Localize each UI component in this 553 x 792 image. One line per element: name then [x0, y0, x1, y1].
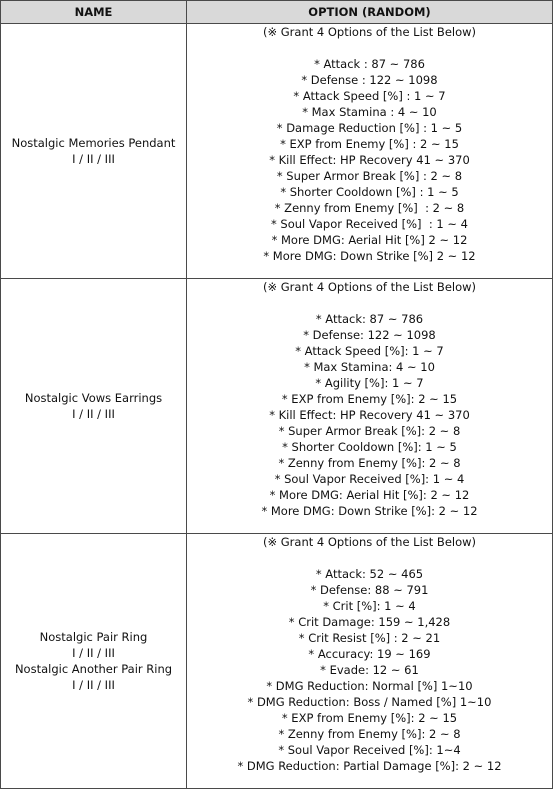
option-cell	[187, 24, 553, 279]
option-line: * DMG Reduction: Boss / Named [%] 1~10	[247, 695, 492, 709]
option-line: * Shorter Cooldown [%]: 1 ~ 5	[282, 440, 457, 454]
option-line: * Super Armor Break [%] : 2 ~ 8	[276, 169, 463, 183]
table-row	[1, 24, 553, 279]
option-line: * Super Armor Break [%]: 2 ~ 8	[278, 424, 461, 438]
option-line: * More DMG: Down Strike [%]: 2 ~ 12	[261, 504, 478, 518]
header-row	[1, 1, 553, 24]
option-line: * Soul Vapor Received [%]: 1~4	[278, 743, 461, 757]
option-line: * EXP from Enemy [%]: 2 ~ 15	[281, 392, 458, 406]
item-tiers: I / II / III	[72, 646, 115, 660]
option-line: * Accuracy: 19 ~ 169	[308, 647, 431, 661]
item-tiers: I / II / III	[72, 678, 115, 692]
item-name-cell	[1, 534, 187, 789]
option-line: * Attack : 87 ~ 786	[314, 57, 425, 71]
spacer	[187, 295, 552, 311]
option-line: * Zenny from Enemy [%] : 2 ~ 8	[274, 201, 465, 215]
item-tiers: I / II / III	[72, 152, 115, 166]
option-line: * Zenny from Enemy [%]: 2 ~ 8	[278, 727, 461, 741]
option-cell	[187, 534, 553, 789]
option-line: * Defense: 88 ~ 791	[310, 583, 429, 597]
option-line: * Kill Effect: HP Recovery 41 ~ 370	[269, 408, 470, 422]
name-column-header: NAME	[1, 1, 187, 24]
item-name: Nostalgic Pair Ring	[39, 630, 148, 644]
option-line: * Evade: 12 ~ 61	[320, 663, 419, 677]
option-line: * Damage Reduction [%] : 1 ~ 5	[276, 121, 463, 135]
option-column-header: OPTION (RANDOM)	[187, 1, 553, 24]
option-line: * Defense: 122 ~ 1098	[303, 328, 436, 342]
option-line: * More DMG: Down Strike [%] 2 ~ 12	[263, 249, 476, 263]
option-line: * More DMG: Aerial Hit [%]: 2 ~ 12	[269, 488, 470, 502]
option-cell	[187, 279, 553, 534]
option-line: * Max Stamina: 4 ~ 10	[304, 360, 435, 374]
grant-note: (※ Grant 4 Options of the List Below)	[262, 280, 477, 294]
option-line: * Crit Resist [%] : 2 ~ 21	[298, 631, 441, 645]
table-row	[1, 279, 553, 534]
option-line: * Attack Speed [%]: 1 ~ 7	[295, 344, 444, 358]
option-line: * Soul Vapor Received [%] : 1 ~ 4	[271, 217, 468, 231]
option-line: * Attack Speed [%] : 1 ~ 7	[293, 89, 446, 103]
grant-note: (※ Grant 4 Options of the List Below)	[262, 535, 477, 549]
option-line: * Max Stamina : 4 ~ 10	[302, 105, 437, 119]
option-line: * More DMG: Aerial Hit [%] 2 ~ 12	[271, 233, 468, 247]
item-tiers: I / II / III	[72, 407, 115, 421]
item-name: Nostalgic Vows Earrings	[24, 391, 163, 405]
option-line: * Crit [%]: 1 ~ 4	[323, 599, 416, 613]
option-line: * Attack: 87 ~ 786	[315, 312, 424, 326]
item-name: Nostalgic Another Pair Ring	[14, 662, 173, 676]
option-line: * Shorter Cooldown [%] : 1 ~ 5	[280, 185, 459, 199]
option-line: * Defense : 122 ~ 1098	[301, 73, 438, 87]
option-line: * DMG Reduction: Normal [%] 1~10	[266, 679, 473, 693]
item-name-cell	[1, 24, 187, 279]
option-line: * DMG Reduction: Partial Damage [%]: 2 ~ 12	[237, 759, 502, 773]
option-line: * Zenny from Enemy [%]: 2 ~ 8	[278, 456, 461, 470]
option-line: * Kill Effect: HP Recovery 41 ~ 370	[269, 153, 470, 167]
option-line: * Crit Damage: 159 ~ 1,428	[288, 615, 451, 629]
spacer	[187, 40, 552, 56]
grant-note: (※ Grant 4 Options of the List Below)	[262, 25, 477, 39]
table-row	[1, 534, 553, 789]
item-name-cell	[1, 279, 187, 534]
item-name: Nostalgic Memories Pendant	[11, 136, 176, 150]
option-line: * Soul Vapor Received [%]: 1 ~ 4	[274, 472, 465, 486]
option-line: * Attack: 52 ~ 465	[315, 567, 424, 581]
spacer	[187, 550, 552, 566]
option-line: * EXP from Enemy [%] : 2 ~ 15	[280, 137, 459, 151]
option-line: * Agility [%]: 1 ~ 7	[315, 376, 424, 390]
option-line: * EXP from Enemy [%]: 2 ~ 15	[281, 711, 458, 725]
